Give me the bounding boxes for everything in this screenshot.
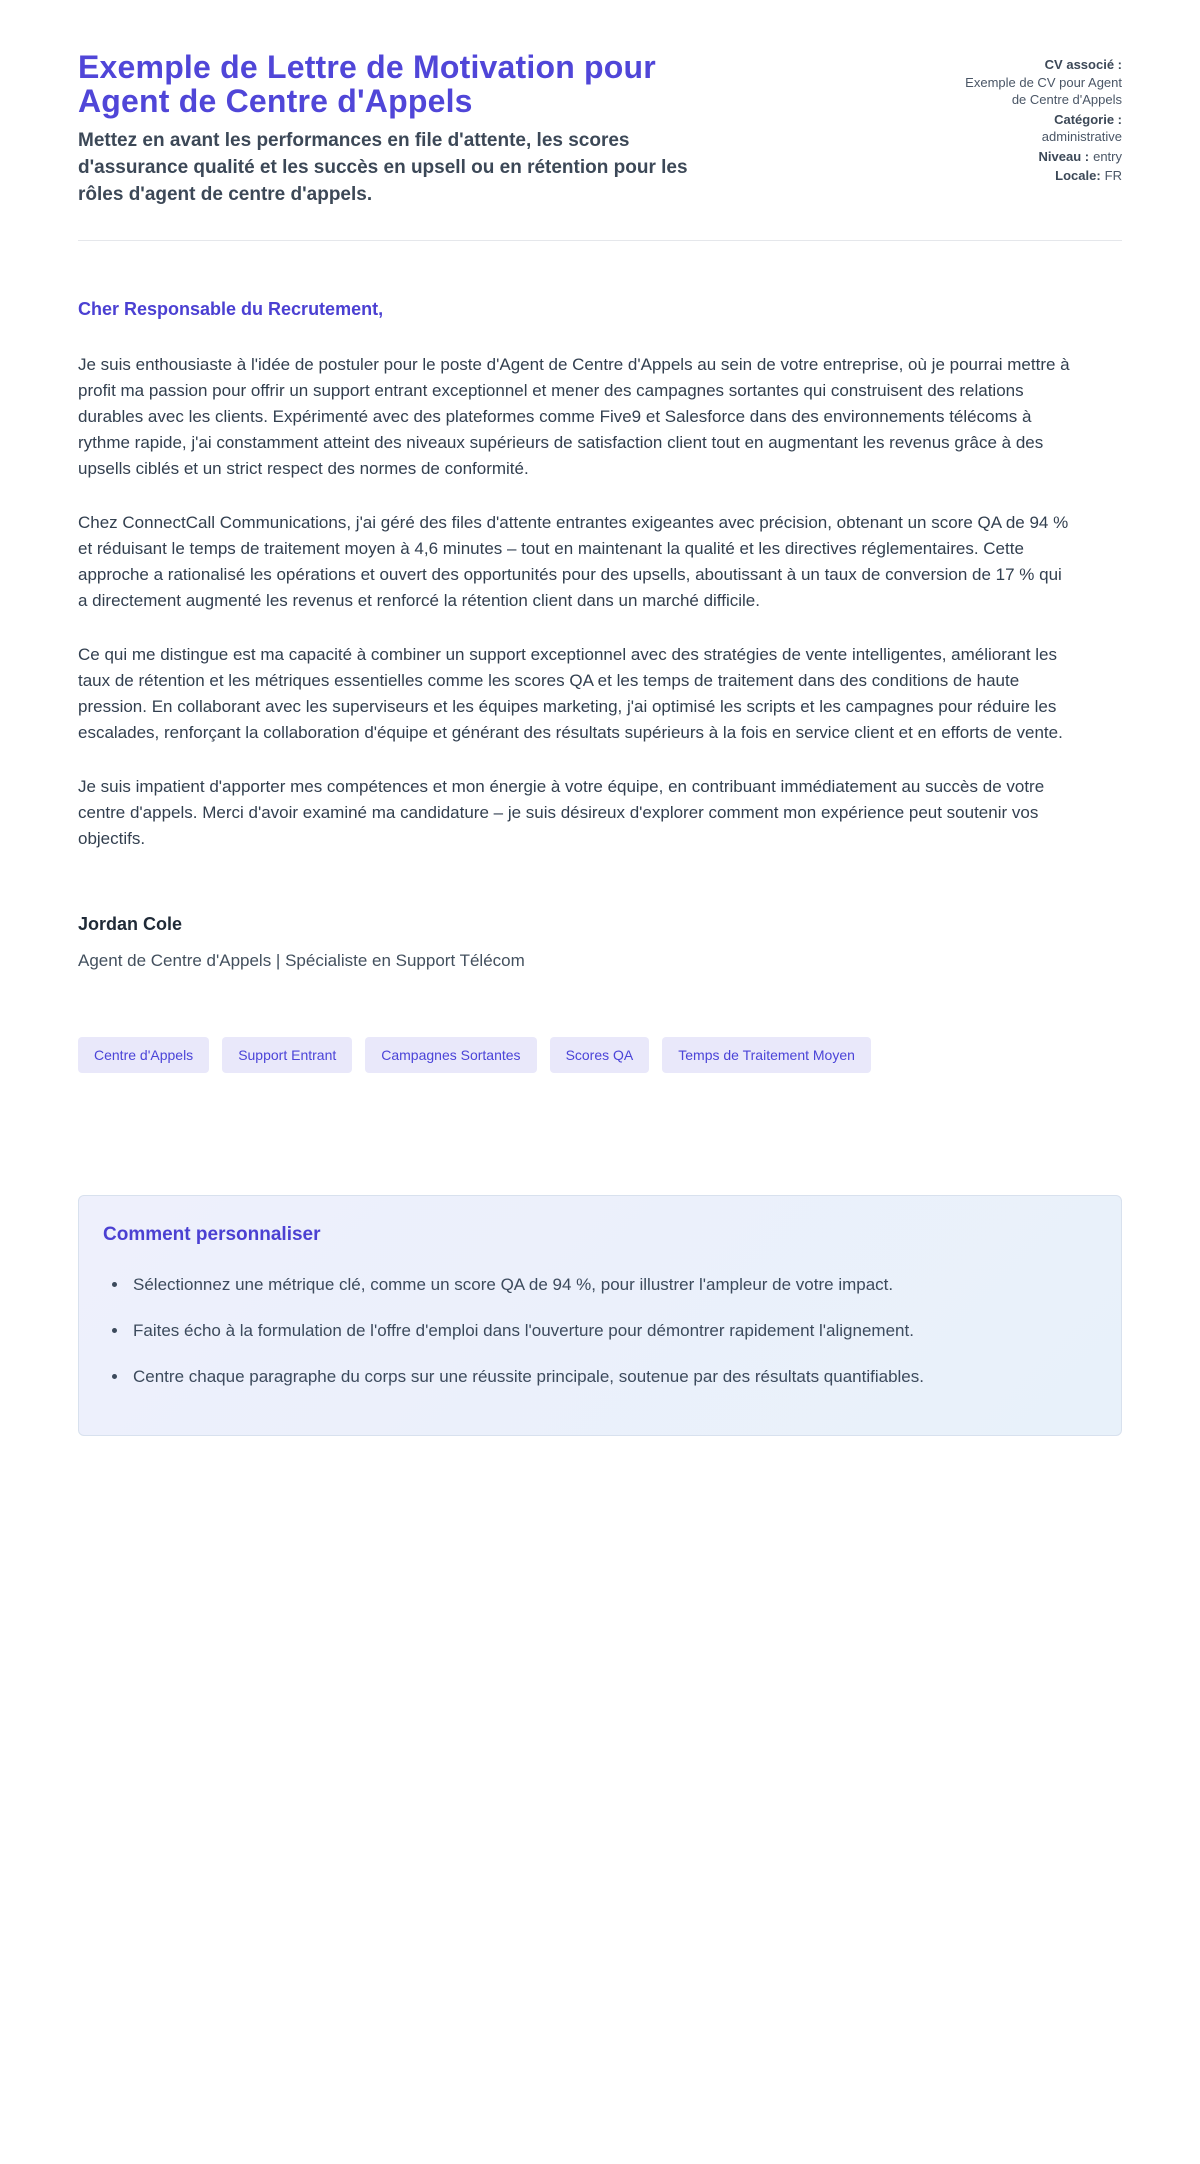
tip-item: • Centre chaque paragraphe du corps sur une réussite principale, soutenue par des résultats quantifiables. xyxy=(129,1364,1097,1389)
meta-cv-label: CV associé : xyxy=(1044,57,1122,72)
meta-panel xyxy=(952,56,1122,187)
tag-chip[interactable]: Temps de Traitement Moyen xyxy=(662,1037,871,1073)
signature-block xyxy=(78,914,1122,971)
page-title: Exemple de Lettre de Motivation pour Agent de Centre d'Appels xyxy=(78,49,656,120)
letter-paragraph: Chez ConnectCall Communications, j'ai géré des files d'attente entrantes exigeantes avec précision, obtenant un score QA de 94 % et réduisant le temps de traitement moyen à 4,6 minutes – tout en maintenant la qualité et les directives réglementaires. Cette approche a rationalisé les opérations et ouvert des opportunités pour des upsells, aboutissant à un taux de conversion de 17 % qui a directement augmenté les revenus et renforcé la rétention client dans un marché difficile. xyxy=(78,513,1069,611)
meta-category xyxy=(952,111,1122,146)
meta-locale-label: Locale: xyxy=(1055,168,1101,184)
letter-paragraph: Je suis impatient d'apporter mes compétences et mon énergie à votre équipe, en contribuant immédiatement au succès de votre centre d'appels. Merci d'avoir examiné ma candidature – je suis désireux d'explorer comment mon expérience peut soutenir vos objectifs. xyxy=(78,777,1045,849)
cover-letter-page xyxy=(78,0,1122,1500)
meta-level-value: entry xyxy=(1093,148,1122,164)
tag-list xyxy=(78,1037,978,1073)
letter-paragraph: Je suis enthousiaste à l'idée de postuler pour le poste d'Agent de Centre d'Appels au sein de votre entreprise, où je pourrai mettre à profit ma passion pour offrir un support entrant exceptionnel et mener des campagnes sortantes qui construisent des relations durables avec les clients. Expérimenté avec des plateformes comme Five9 et Salesforce dans des environnements télécoms à rythme rapide, j'ai constamment atteint des niveaux supérieurs de satisfaction client tout en augmentant les revenus grâce à des upsells ciblés et un strict respect des normes de conformité. xyxy=(78,355,1070,479)
letter-paragraph: Ce qui me distingue est ma capacité à combiner un support exceptionnel avec des stratégies de vente intelligentes, améliorant les taux de rétention et les métriques essentielles comme les scores QA et les temps de traitement dans des conditions de haute pression. En collaborant avec les superviseurs et les équipes marketing, j'ai optimisé les scripts et les campagnes pour réduire les escalades, renforçant la collaboration d'équipe et générant des résultats supérieurs à la fois en service client et en efforts de vente. xyxy=(78,645,1063,743)
tag-chip[interactable]: Campagnes Sortantes xyxy=(365,1037,536,1073)
meta-locale xyxy=(952,167,1122,185)
personalization-tips-callout xyxy=(78,1195,1122,1436)
meta-locale-value: FR xyxy=(1104,168,1122,184)
tag-chip[interactable]: Centre d'Appels xyxy=(78,1037,209,1073)
meta-level-label: Niveau : xyxy=(1038,148,1090,164)
header-divider xyxy=(78,240,1122,241)
tag-chip[interactable]: Scores QA xyxy=(550,1037,650,1073)
tag-chip[interactable]: Support Entrant xyxy=(222,1037,352,1073)
meta-cv-value: Exemple de CV pour Agent de Centre d'Appels xyxy=(965,74,1122,108)
tip-item: • Faites écho à la formulation de l'offre d'emploi dans l'ouverture pour démontrer rapidement l'alignement. xyxy=(129,1318,1097,1343)
letter-greeting: Cher Responsable du Recrutement, xyxy=(78,299,384,320)
signature-title: Agent de Centre d'Appels | Spécialiste en Support Télécom xyxy=(78,951,525,971)
meta-category-value: administrative xyxy=(1041,129,1122,145)
page-header xyxy=(78,50,1122,208)
meta-category-label: Catégorie : xyxy=(1054,111,1122,127)
letter-body xyxy=(78,299,1122,971)
signature-name: Jordan Cole xyxy=(78,914,183,935)
tip-item: • Sélectionnez une métrique clé, comme un score QA de 94 %, pour illustrer l'ampleur de votre impact. xyxy=(129,1272,1097,1297)
meta-level xyxy=(952,148,1122,166)
header-title-block xyxy=(78,50,718,208)
page-subtitle: Mettez en avant les performances en file d'attente, les scores d'assurance qualité et les succès en upsell ou en rétention pour les rôles d'agent de centre d'appels. xyxy=(78,130,688,205)
tips-list xyxy=(103,1272,1097,1389)
callout-heading: Comment personnaliser xyxy=(103,1224,321,1246)
meta-cv xyxy=(952,56,1122,109)
